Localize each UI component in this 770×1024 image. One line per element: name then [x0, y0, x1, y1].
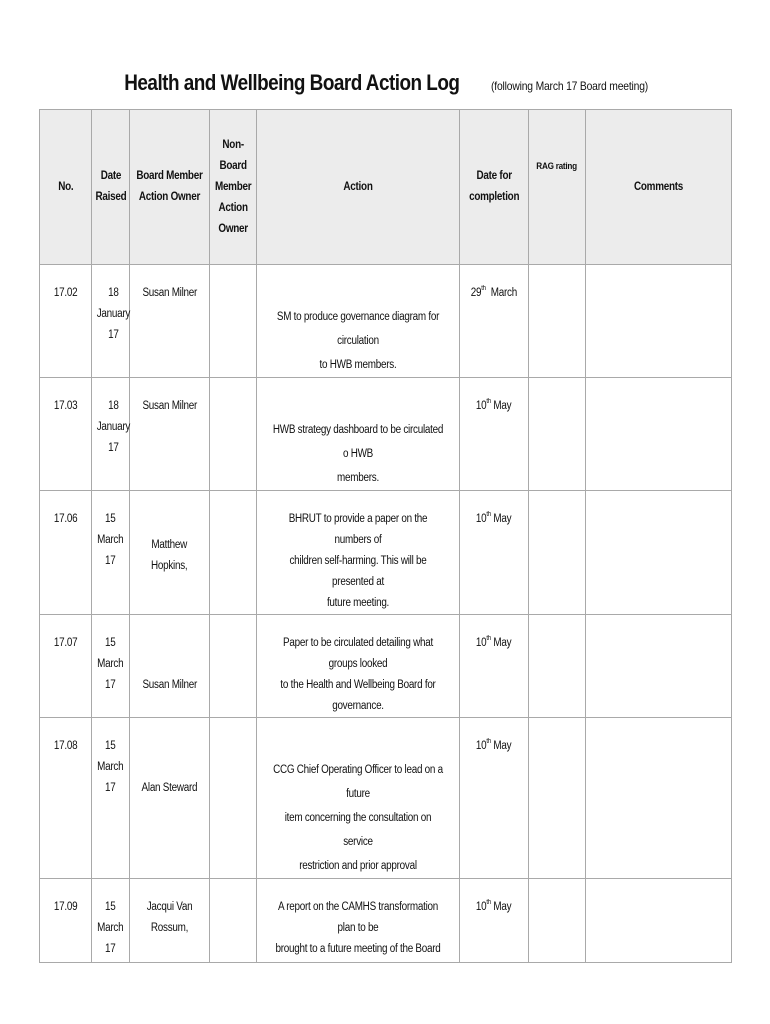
- table-row: [40, 265, 732, 378]
- cell-board-owner: Matthew Hopkins,: [130, 491, 210, 615]
- cell-completion: 10th May: [460, 491, 529, 615]
- cell-completion: 10th May: [460, 378, 529, 491]
- cell-non-board-owner: [210, 378, 257, 491]
- cell-completion: 29th March: [460, 265, 529, 378]
- cell-board-owner: Susan Milner: [130, 615, 210, 718]
- cell-no: 17.08: [40, 718, 92, 879]
- cell-comments: [586, 378, 732, 491]
- cell-rag: [529, 265, 586, 378]
- table-row: [40, 718, 732, 879]
- cell-board-owner: Jacqui Van Rossum,: [130, 879, 210, 963]
- table-row: [40, 879, 732, 963]
- cell-non-board-owner: [210, 491, 257, 615]
- cell-rag: [529, 378, 586, 491]
- cell-non-board-owner: [210, 879, 257, 963]
- cell-date-raised: 15 March 17: [92, 879, 130, 963]
- cell-non-board-owner: [210, 265, 257, 378]
- document-title: [0, 70, 770, 96]
- cell-comments: [586, 265, 732, 378]
- cell-no: 17.09: [40, 879, 92, 963]
- col-header-no: No.: [40, 110, 92, 265]
- cell-rag: [529, 718, 586, 879]
- cell-no: 17.07: [40, 615, 92, 718]
- cell-action: CCG Chief Operating Officer to lead on a future item concerning the consultation on service restriction and prior approval: [257, 718, 460, 879]
- title-subtitle: (following March 17 Board meeting): [490, 79, 648, 93]
- cell-non-board-owner: [210, 615, 257, 718]
- table-row: [40, 491, 732, 615]
- cell-action: A report on the CAMHS transformation plan to be brought to a future meeting of the Board: [257, 879, 460, 963]
- col-header-rag-rating: RAG rating: [529, 110, 586, 265]
- cell-no: 17.03: [40, 378, 92, 491]
- table-row: [40, 615, 732, 718]
- cell-date-raised: 18 January 17: [92, 378, 130, 491]
- cell-action: HWB strategy dashboard to be circulated o HWB members.: [257, 378, 460, 491]
- cell-no: 17.02: [40, 265, 92, 378]
- cell-completion: 10th May: [460, 879, 529, 963]
- cell-action: SM to produce governance diagram for circulation to HWB members.: [257, 265, 460, 378]
- cell-comments: [586, 718, 732, 879]
- cell-comments: [586, 615, 732, 718]
- cell-action: BHRUT to provide a paper on the numbers of children self-harming. This will be presented at future meeting.: [257, 491, 460, 615]
- cell-date-raised: 15 March 17: [92, 615, 130, 718]
- table-header-row: [40, 110, 732, 265]
- cell-completion: 10th May: [460, 615, 529, 718]
- col-header-action: Action: [257, 110, 460, 265]
- col-header-date-raised: Date Raised: [92, 110, 130, 265]
- cell-board-owner: Susan Milner: [130, 265, 210, 378]
- table-row: [40, 378, 732, 491]
- cell-no: 17.06: [40, 491, 92, 615]
- cell-date-raised: 15 March 17: [92, 491, 130, 615]
- cell-rag: [529, 879, 586, 963]
- cell-date-raised: 18 January 17: [92, 265, 130, 378]
- cell-board-owner: Susan Milner: [130, 378, 210, 491]
- cell-rag: [529, 491, 586, 615]
- cell-comments: [586, 491, 732, 615]
- col-header-date-completion: Date for completion: [460, 110, 529, 265]
- cell-date-raised: 15 March 17: [92, 718, 130, 879]
- cell-action: Paper to be circulated detailing what groups looked to the Health and Wellbeing Board for governance.: [257, 615, 460, 718]
- cell-rag: [529, 615, 586, 718]
- title-main: Health and Wellbeing Board Action Log: [123, 70, 460, 95]
- cell-non-board-owner: [210, 718, 257, 879]
- cell-board-owner: Alan Steward: [130, 718, 210, 879]
- col-header-board-member-owner: Board Member Action Owner: [130, 110, 210, 265]
- action-log-table: [39, 109, 732, 963]
- col-header-non-board-owner: Non- Board Member Action Owner: [210, 110, 257, 265]
- col-header-comments: Comments: [586, 110, 732, 265]
- cell-completion: 10th May: [460, 718, 529, 879]
- cell-comments: [586, 879, 732, 963]
